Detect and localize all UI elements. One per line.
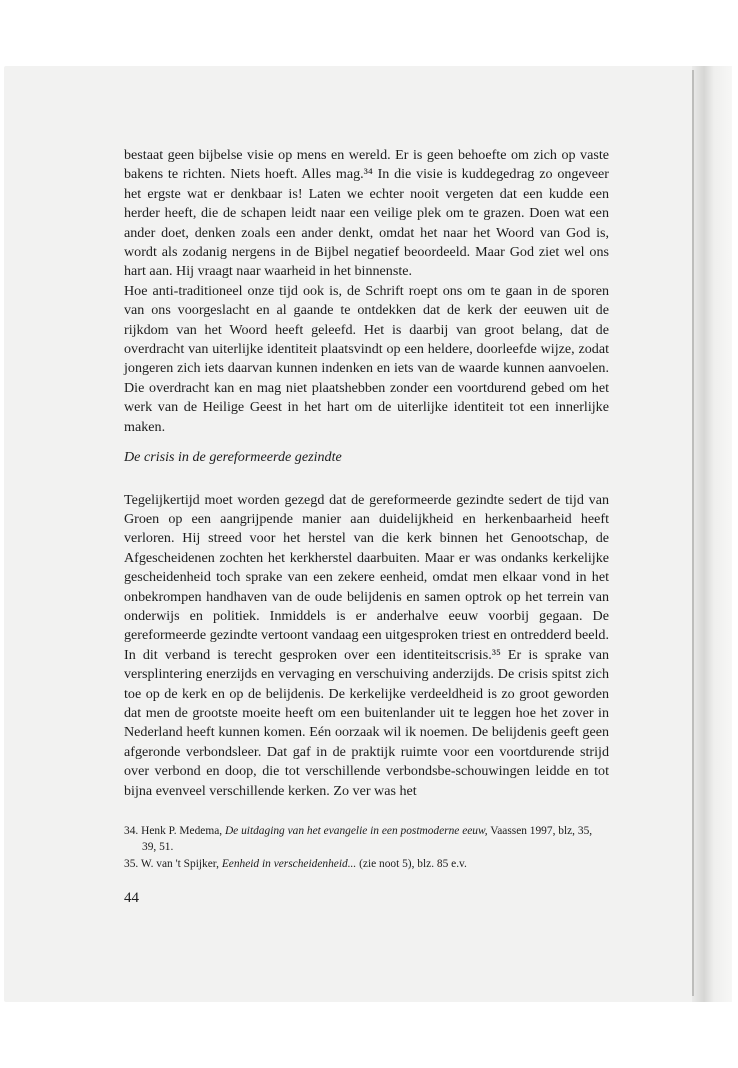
footnote-34 [124, 824, 609, 855]
page-number: 44 [124, 890, 139, 906]
paragraph-2: Hoe anti-traditioneel onze tijd ook is, de Schrift roept ons om te gaan in de sporen van ons voorgeslacht en al gaande te ontdekken dat de kerk der eeuwen uit de rijkdom van het Woord heeft geleefd. Het is daarbij van groot belang, dat de overdracht van uiterlijke identiteit plaatsvindt op een heldere, doorleefde wijze, zodat jongeren zich iets daarvan kunnen indenken en iets van de waarde kunnen aanvoelen. Die overdracht kan en mag niet plaatshebben zonder een voortdurend gebed om het werk van de Heilige Geest in het hart om de uiterlijke identiteit tot een innerlijke maken. [124, 282, 609, 435]
footnote-title: De uitdaging van het evangelie in een postmoderne eeuw, [224, 825, 488, 837]
footnotes [124, 824, 609, 875]
paragraph-1: bestaat geen bijbelse visie op mens en wereld. Er is geen behoefte om zich op vaste bakens te richten. Niets hoeft. Alles mag.³⁴ In die visie is kuddegedrag zo ongeveer het ergste wat er denkbaar is! Laten we echter nooit vergeten dat een kudde een herder heeft, die de schapen leidt naar een veilige plek om te grazen. Doen wat een ander doet, denken zoals een ander denkt, omdat het naar het Woord van God is, wordt als zodanig nergens in de Bijbel negatief beoordeeld. Maar God ziet wel ons hart aan. Hij vraagt naar waarheid in het binnenste. [124, 147, 609, 280]
footnote-rest: (zie noot 5), blz. 85 e.v. [356, 858, 467, 871]
footnote-author: W. van 't Spijker, [140, 858, 222, 871]
footnote-number: 34. [124, 825, 139, 837]
paragraph-3: Tegelijkertijd moet worden gezegd dat de gereformeerde gezindte sedert de tijd van Groen op een aangrijpende manier aan duidelijkheid en herkenbaarheid heeft verloren. Hij streed voor het herstel van die kerk binnen het Genootschap, de Afgescheidenen zochten het kerkherstel daarbuiten. Maar er was ondanks kerkelijke gescheidenheid toch sprake van een zekere eenheid, omdat men elkaar vond in het onbekrompen handhaven van de oude belijdenis en samen optrok op het terrein van onderwijs en politiek. Inmiddels is er anderhalve eeuw voorbij gegaan. De gereformeerde gezindte vertoont vandaag een uitgesproken triest en ontredderd beeld. In dit verband is terecht gesproken over een identiteitscrisis.³⁵ Er is sprake van versplintering enerzijds en vervaging en verschuiving anderzijds. De crisis spitst zich toe op de kerk en op de belijdenis. De kerkelijke verdeeldheid is zo groot geworden dat men de grootste moeite heeft om een buitenlander uit te leggen hoe het zover in Nederland heeft kunnen komen. Eén oorzaak wil ik noemen. De belijdenis geeft geen afgeronde verbondsleer. Dat gaf in de praktijk ruimte voor een voortdurende strijd over verbond en doop, die tot verschillende verbondsbe-schouwingen leidde en tot bijna evenveel verschillende kerken. Zo ver was het [124, 491, 609, 799]
footnote-35 [124, 857, 609, 873]
footnote-title: Eenheid in verscheidenheid... [221, 858, 357, 871]
page-binding-edge [692, 66, 732, 1002]
footnote-author: Henk P. Medema, [141, 825, 225, 837]
page-binding-line [692, 70, 694, 996]
footnote-number: 35. [124, 858, 139, 871]
section-heading: De crisis in de gereformeerde gezindte [124, 449, 342, 466]
footnote-rest: Vaassen 1997, blz, 35, 39, 51. [142, 825, 593, 853]
body-text [124, 146, 609, 801]
